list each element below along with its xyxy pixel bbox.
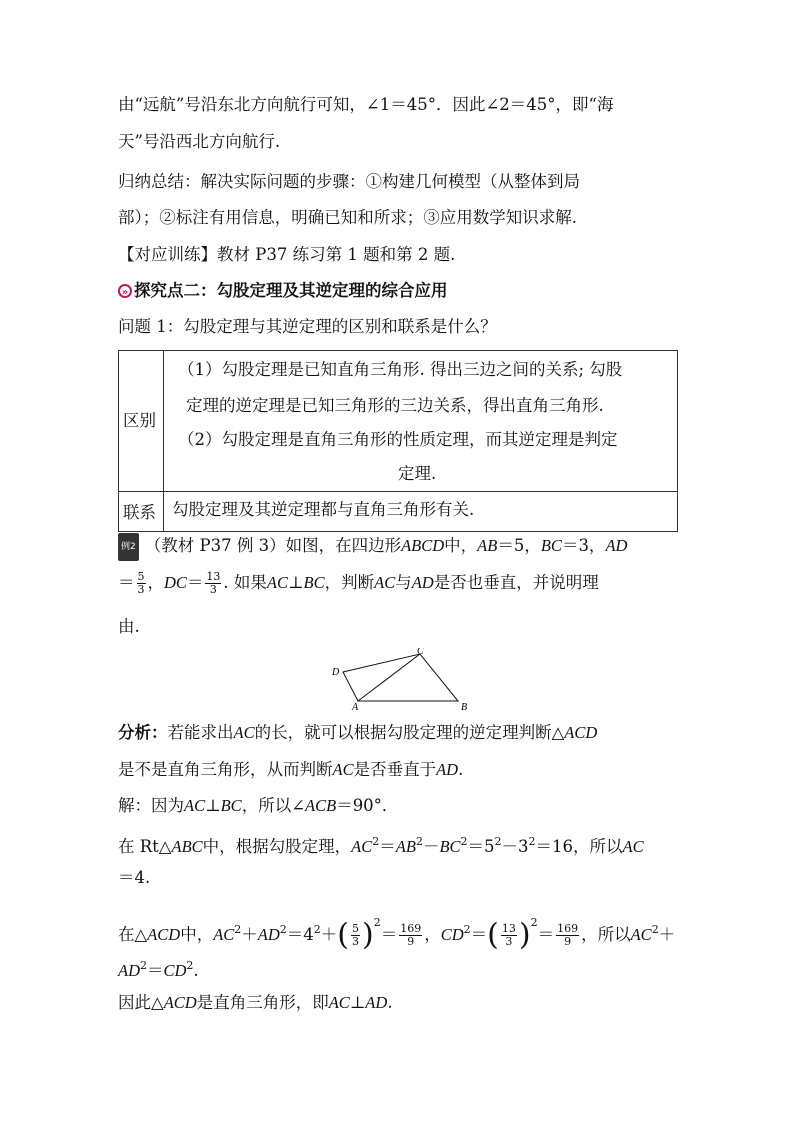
text: ＝3， [561, 536, 606, 555]
solution-line [118, 953, 199, 984]
text: ＝ [470, 925, 488, 944]
section-title-text: 探究点二：勾股定理及其逆定理的综合应用 [134, 281, 448, 300]
text: ＝4 [286, 925, 314, 944]
text: ，判断 [324, 573, 375, 592]
denominator: 9 [407, 935, 415, 948]
math: AC [332, 760, 354, 779]
text: 的长，就可以根据勾股定理的逆定理判断 [254, 723, 552, 742]
analysis-line [118, 757, 463, 783]
text: 是否也垂直，并说明理 [433, 573, 599, 592]
quadrilateral-abcd [343, 654, 458, 701]
fraction [351, 923, 360, 948]
question-1: 问题 1：勾股定理与其逆定理的区别和联系是什么？ [118, 317, 497, 336]
denominator: 3 [505, 935, 513, 948]
text: ， [424, 925, 441, 944]
numerator: 5 [137, 570, 145, 583]
text: 是直角三角形，即 [196, 993, 329, 1012]
text: ＋ [241, 925, 258, 944]
text: ，所以∠ [241, 796, 306, 815]
fraction [556, 923, 579, 948]
example-line: 由. [118, 617, 140, 636]
math: AB [477, 536, 498, 555]
text: 因此△ [118, 993, 164, 1012]
quadrilateral-figure [328, 648, 478, 710]
math: AC⊥BC [266, 573, 325, 592]
numerator: 169 [400, 922, 422, 935]
table-text: 定理. [398, 464, 437, 483]
table-row-label-cell [119, 491, 164, 531]
denominator: 3 [209, 583, 217, 596]
solution-line [118, 793, 398, 819]
math: ACD [147, 925, 181, 944]
text: ＝ [379, 837, 396, 856]
text: ＋ [320, 925, 338, 944]
denominator: 3 [352, 935, 360, 948]
practice-note: 【对应训练】教材 P37 练习第 1 题和第 2 题. [118, 245, 456, 264]
text: －3 [501, 837, 529, 856]
table-text: （2）勾股定理是直角三角形的性质定理，而其逆定理是判定 [178, 430, 618, 449]
table-row-content-cell [164, 491, 677, 531]
summary-line: 部）；②标注有用信息，明确已知和所求；③应用数学知识求解. [118, 208, 577, 227]
comparison-table [118, 350, 678, 532]
text: ＝5， [497, 536, 541, 555]
math: BC [439, 837, 461, 856]
example-tag: 例2 [118, 533, 139, 561]
text: ＝ [147, 961, 164, 980]
solution-line [118, 829, 644, 860]
math: AD [118, 961, 140, 980]
math: AC [213, 925, 235, 944]
text: . [387, 993, 393, 1012]
fraction [137, 571, 146, 596]
superscript: 2 [373, 916, 381, 929]
denominator: 9 [564, 935, 572, 948]
math: AD [411, 573, 434, 592]
text: 中， [180, 925, 214, 944]
text: . [193, 961, 199, 980]
example-line [118, 570, 599, 596]
superscript: 2 [415, 835, 423, 848]
text: ＝16，所以 [535, 837, 623, 856]
analysis-line [118, 720, 597, 746]
summary-line: 归纳总结：解决实际问题的步骤：①构建几何模型（从整体到局 [118, 172, 580, 191]
text: . [458, 760, 464, 779]
math: CD [163, 961, 187, 980]
text: ＝ [118, 573, 135, 592]
paren: ) [518, 917, 531, 953]
paren: ( [337, 917, 350, 953]
text: － [422, 837, 440, 856]
math: ABCD [401, 536, 445, 555]
superscript: 2 [463, 923, 471, 936]
numerator: 5 [352, 922, 360, 935]
text: ＝ [186, 573, 204, 592]
math: BC [540, 536, 562, 555]
paragraph-line: 天”号沿西北方向航行. [118, 132, 281, 151]
table-text: （1）勾股定理是已知直角三角形. 得出三边之间的关系; 勾股 [178, 360, 623, 379]
math: AD [257, 925, 280, 944]
text: 解：因为 [118, 796, 184, 815]
label-b: B [461, 702, 468, 710]
math: AB [395, 837, 416, 856]
math: ACB [305, 796, 337, 815]
section-bullet-icon: » [118, 284, 132, 298]
label-c: C [417, 648, 424, 657]
paren: ) [362, 917, 374, 953]
superscript: 2 [313, 923, 321, 936]
row-label-difference: 区别 [123, 411, 156, 430]
paren: ( [487, 917, 499, 953]
superscript: 2 [651, 923, 659, 936]
table-row-content-cell [164, 351, 677, 492]
solution-line: 在△ACD中，$AC^2+AD^2=4^2+$( $\frac{5}{3}$ )$^2$＝ $\frac{169}{9}$ ，$CD^2=$( $\frac{13}{3}$ )$^2$＝ $\frac{169}{9}$ ，所以$AC^2+$ [118, 916, 676, 953]
math: AC [630, 925, 652, 944]
math: ACD [163, 993, 197, 1012]
superscript: 2 [234, 923, 242, 936]
math: AC⊥AD [328, 993, 388, 1012]
text: ＋ [658, 925, 676, 944]
superscript: 2 [140, 959, 147, 972]
label-d: D [332, 667, 340, 678]
math: AC [233, 723, 255, 742]
superscript: 2 [279, 923, 287, 936]
solution-line [118, 990, 393, 1016]
superscript: 2 [460, 835, 468, 848]
table-text: 勾股定理及其逆定理都与直角三角形有关. [172, 500, 475, 519]
math: AC [622, 837, 644, 856]
section-title [118, 278, 448, 304]
fraction [205, 571, 221, 596]
label-a: A [352, 702, 359, 710]
numerator: 169 [557, 922, 579, 935]
text: ＝90°． [336, 796, 399, 815]
math: ABC [171, 837, 203, 856]
example-line [118, 533, 627, 561]
superscript: 2 [494, 835, 502, 848]
text: 中， [444, 536, 478, 555]
superscript: 2 [530, 916, 538, 929]
solution-line: ＝4. [118, 868, 151, 887]
superscript: 2 [372, 835, 380, 848]
text: 是不是直角三角形，从而判断 [118, 760, 333, 779]
text: 在 Rt△ [118, 837, 172, 856]
text: 在△ [118, 925, 148, 944]
text: ，所以 [581, 925, 631, 944]
numerator: 13 [206, 570, 221, 583]
table-row-label-cell [119, 351, 164, 492]
math: AC⊥BC [184, 796, 242, 815]
math: DC [164, 573, 187, 592]
text: . 如果 [223, 573, 267, 592]
math: AD [436, 760, 459, 779]
superscript: 2 [528, 835, 536, 848]
fraction [501, 923, 517, 948]
text: 中，根据勾股定理， [202, 837, 352, 856]
numerator: 13 [501, 922, 516, 935]
text: ＝5 [467, 837, 495, 856]
paragraph-line: 由“远航”号沿东北方向航行可知，∠1＝45°．因此∠2＝45°，即“海 [118, 95, 614, 114]
text: （教材 P37 例 3）如图，在四边形 [144, 536, 402, 555]
text: 若能求出 [167, 723, 234, 742]
math: AC [351, 837, 373, 856]
analysis-heading: 分析： [118, 723, 168, 742]
denominator: 3 [137, 583, 145, 596]
table-text: 定理的逆定理是已知三角形的三边关系，得出直角三角形. [186, 396, 604, 415]
math: AD [605, 536, 628, 555]
math: △ACD [551, 723, 598, 742]
text: 与 [395, 573, 412, 592]
math: AC [374, 573, 396, 592]
text: 是否垂直于 [353, 760, 437, 779]
row-label-connection: 联系 [123, 503, 156, 522]
text: ， [147, 573, 164, 592]
superscript: 2 [186, 959, 194, 972]
math: CD [440, 925, 464, 944]
fraction [399, 923, 422, 948]
